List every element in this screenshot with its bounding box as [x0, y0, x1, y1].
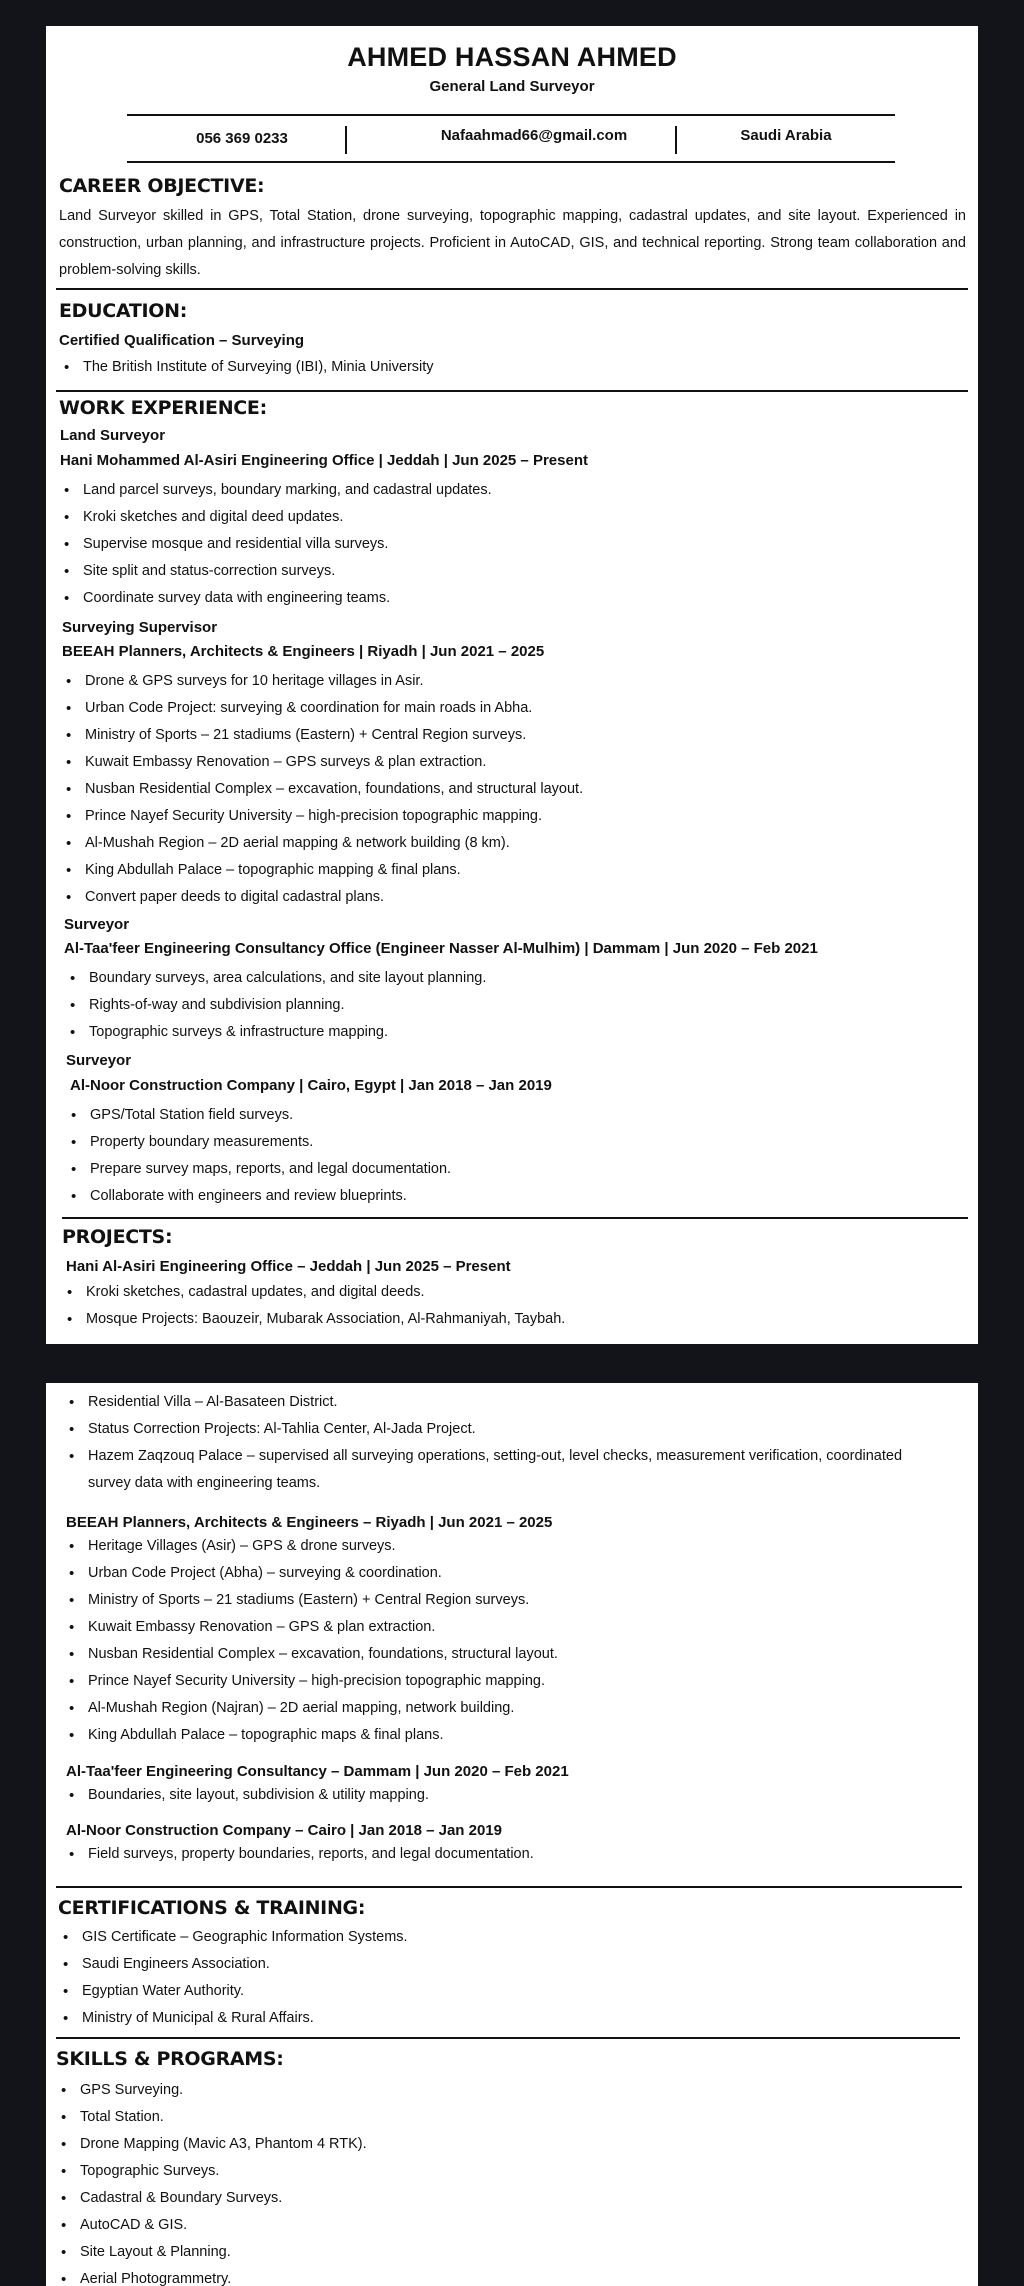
project-list — [64, 1782, 429, 1809]
header-divider-bottom — [127, 161, 895, 163]
header-divider-top — [127, 114, 895, 116]
section-divider — [56, 288, 968, 290]
job-role: Surveying Supervisor — [62, 619, 218, 636]
list-item: • Nusban Residential Complex – excavation, foundations, structural layout. — [64, 1641, 558, 1668]
list-item: • Convert paper deeds to digital cadastral plans. — [61, 884, 583, 911]
list-item: • Ministry of Sports – 21 stadiums (Eastern) + Central Region surveys. — [61, 722, 583, 749]
job-duties-list — [65, 965, 486, 1046]
list-item: • Kuwait Embassy Renovation – GPS surveys & plan extraction. — [61, 749, 583, 776]
skills-list — [56, 2077, 367, 2286]
list-item: • The British Institute of Surveying (IBI), Minia University — [59, 354, 434, 381]
education-list — [59, 354, 434, 381]
list-item: • Boundaries, site layout, subdivision & utility mapping. — [64, 1782, 429, 1809]
certifications-heading: CERTIFICATIONS & TRAINING: — [58, 1897, 366, 1919]
list-item: • GIS Certificate – Geographic Information Systems. — [58, 1924, 408, 1951]
list-item: • Al-Mushah Region (Najran) – 2D aerial mapping, network building. — [64, 1695, 558, 1722]
list-item: • Land parcel surveys, boundary marking, and cadastral updates. — [59, 477, 492, 504]
list-item: • Site Layout & Planning. — [56, 2239, 367, 2266]
project-company: Hani Al-Asiri Engineering Office – Jeddah | Jun 2025 – Present — [66, 1258, 511, 1275]
projects-heading: PROJECTS: — [62, 1226, 173, 1248]
job-duties-list — [59, 477, 492, 612]
education-qualification: Certified Qualification – Surveying — [59, 332, 305, 349]
project-list — [62, 1279, 565, 1333]
project-company: BEEAH Planners, Architects & Engineers – Riyadh | Jun 2021 – 2025 — [66, 1514, 553, 1531]
email-address: Nafaahmad66@gmail.com — [440, 127, 628, 144]
list-item: • Ministry of Sports – 21 stadiums (Eastern) + Central Region surveys. — [64, 1587, 558, 1614]
list-item: • Prince Nayef Security University – high-precision topographic mapping. — [61, 803, 583, 830]
list-item: • Aerial Photogrammetry. — [56, 2266, 367, 2286]
job-duties-list — [66, 1102, 451, 1210]
project-list — [64, 1841, 534, 1868]
career-objective-heading: CAREER OBJECTIVE: — [59, 175, 265, 197]
list-item: • Field surveys, property boundaries, reports, and legal documentation. — [64, 1841, 534, 1868]
list-item: • Boundary surveys, area calculations, and site layout planning. — [65, 965, 486, 992]
job-role: Land Surveyor — [60, 427, 166, 444]
list-item: • Supervise mosque and residential villa surveys. — [59, 531, 492, 558]
certifications-list — [58, 1924, 408, 2032]
list-item: • Total Station. — [56, 2104, 367, 2131]
list-item: • Rights-of-way and subdivision planning. — [65, 992, 486, 1019]
education-heading: EDUCATION: — [59, 300, 188, 322]
list-item: • Property boundary measurements. — [66, 1129, 451, 1156]
list-item: • Al-Mushah Region – 2D aerial mapping & network building (8 km). — [61, 830, 583, 857]
list-item: • Status Correction Projects: Al-Tahlia Center, Al-Jada Project. — [64, 1416, 904, 1443]
list-item: • Prepare survey maps, reports, and legal documentation. — [66, 1156, 451, 1183]
project-company: Al-Taa'feer Engineering Consultancy – Dammam | Jun 2020 – Feb 2021 — [66, 1763, 569, 1780]
section-divider — [56, 2037, 960, 2039]
phone-number: 056 369 0233 — [196, 130, 288, 147]
job-role: Surveyor — [66, 1052, 132, 1069]
list-item: • Coordinate survey data with engineering teams. — [59, 585, 492, 612]
list-item: • Topographic Surveys. — [56, 2158, 367, 2185]
job-company: Al-Taa'feer Engineering Consultancy Office (Engineer Nasser Al-Mulhim) | Dammam | Jun 2020 – Feb 2021 — [64, 940, 818, 957]
list-item: • Drone & GPS surveys for 10 heritage villages in Asir. — [61, 668, 583, 695]
list-item: • GPS/Total Station field surveys. — [66, 1102, 451, 1129]
section-divider — [62, 1217, 968, 1219]
list-item: • Cadastral & Boundary Surveys. — [56, 2185, 367, 2212]
list-item: • Collaborate with engineers and review blueprints. — [66, 1183, 451, 1210]
list-item: • King Abdullah Palace – topographic mapping & final plans. — [61, 857, 583, 884]
job-title: General Land Surveyor — [429, 78, 595, 95]
list-item: • Site split and status-correction surveys. — [59, 558, 492, 585]
list-item: • Egyptian Water Authority. — [58, 1978, 408, 2005]
job-role: Surveyor — [64, 916, 130, 933]
list-item: • Ministry of Municipal & Rural Affairs. — [58, 2005, 408, 2032]
list-item: • King Abdullah Palace – topographic maps & final plans. — [64, 1722, 558, 1749]
section-divider — [56, 1886, 962, 1888]
list-item: • AutoCAD & GIS. — [56, 2212, 367, 2239]
list-item: • Residential Villa – Al-Basateen District. — [64, 1389, 904, 1416]
candidate-name: AHMED HASSAN AHMED — [347, 42, 677, 72]
list-item: • Kroki sketches and digital deed updates. — [59, 504, 492, 531]
list-item: • Drone Mapping (Mavic A3, Phantom 4 RTK). — [56, 2131, 367, 2158]
project-company: Al-Noor Construction Company – Cairo | Jan 2018 – Jan 2019 — [66, 1822, 502, 1839]
list-item: • Nusban Residential Complex – excavation, foundations, and structural layout. — [61, 776, 583, 803]
resume-page-2 — [46, 1383, 978, 2286]
job-company: Al-Noor Construction Company | Cairo, Egypt | Jan 2018 – Jan 2019 — [70, 1077, 552, 1094]
list-item: • Hazem Zaqzouq Palace – supervised all surveying operations, setting-out, level checks, measurement verification, coordinated survey data with engineering teams. — [64, 1443, 904, 1497]
list-item: • Topographic surveys & infrastructure mapping. — [65, 1019, 486, 1046]
work-experience-heading: WORK EXPERIENCE: — [59, 397, 267, 419]
skills-heading: SKILLS & PROGRAMS: — [56, 2048, 284, 2070]
list-item: • Saudi Engineers Association. — [58, 1951, 408, 1978]
resume-page-1 — [46, 26, 978, 1344]
list-item: • Heritage Villages (Asir) – GPS & drone surveys. — [64, 1533, 558, 1560]
job-company: BEEAH Planners, Architects & Engineers | Riyadh | Jun 2021 – 2025 — [62, 643, 545, 660]
list-item: • Urban Code Project: surveying & coordination for main roads in Abha. — [61, 695, 583, 722]
project-list — [64, 1389, 904, 1497]
project-list — [64, 1533, 558, 1749]
list-item: • Prince Nayef Security University – high-precision topographic mapping. — [64, 1668, 558, 1695]
location: Saudi Arabia — [740, 127, 832, 144]
section-divider — [56, 390, 968, 392]
list-item: • GPS Surveying. — [56, 2077, 367, 2104]
job-company: Hani Mohammed Al-Asiri Engineering Office | Jeddah | Jun 2025 – Present — [60, 452, 588, 469]
list-item: • Mosque Projects: Baouzeir, Mubarak Association, Al-Rahmaniyah, Taybah. — [62, 1306, 565, 1333]
career-objective-text: Land Surveyor skilled in GPS, Total Station, drone surveying, topographic mapping, cadastral updates, and site layout. Experienced in construction, urban planning, and infrastructure projects. Proficient in AutoCAD, GIS, and technical reporting. Strong team collaboration and problem-solving skills. — [59, 208, 966, 278]
job-duties-list — [61, 668, 583, 911]
list-item: • Kuwait Embassy Renovation – GPS & plan extraction. — [64, 1614, 558, 1641]
list-item: • Urban Code Project (Abha) – surveying & coordination. — [64, 1560, 558, 1587]
list-item: • Kroki sketches, cadastral updates, and digital deeds. — [62, 1279, 565, 1306]
